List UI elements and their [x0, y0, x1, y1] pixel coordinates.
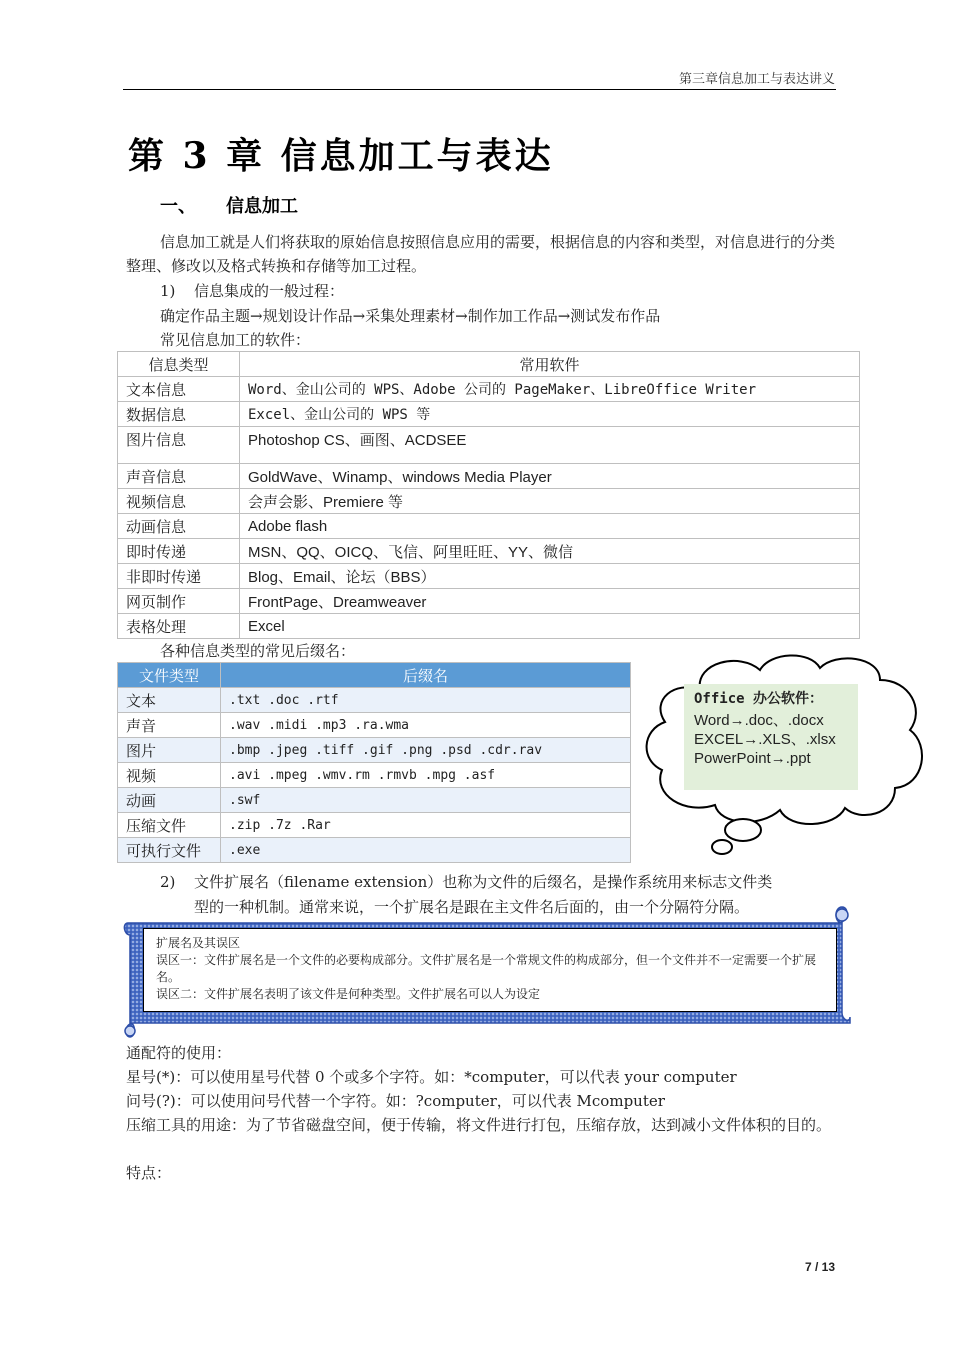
software-table: [117, 351, 860, 639]
software-cell: FrontPage、Dreamweaver: [240, 589, 860, 614]
table-row: [118, 377, 860, 402]
table-row: [118, 539, 860, 564]
extension-cell: .txt .doc .rtf: [221, 688, 631, 713]
table-row: [118, 614, 860, 639]
process-line: 确定作品主题→规划设计作品→采集处理素材→制作加工作品→测试发布作品: [160, 307, 661, 325]
software-cell: MSN、QQ、OICQ、飞信、阿里旺旺、YY、微信: [240, 539, 860, 564]
table-row: [118, 688, 631, 713]
table-row: [118, 763, 631, 788]
section-heading: [160, 192, 328, 218]
extension-cell: .avi .mpeg .wmv.rm .rmvb .mpg .asf: [221, 763, 631, 788]
table-row: [118, 564, 860, 589]
extension-myths-box: [143, 928, 837, 1012]
info-type-cell: 数据信息: [118, 402, 240, 427]
file-type-cell: 动画: [118, 788, 221, 813]
item2-line2: 型的一种机制。通常来说，一个扩展名是跟在主文件名后面的，由一个分隔符分隔。: [194, 898, 750, 916]
info-type-cell: 即时传递: [118, 539, 240, 564]
software-cell: Photoshop CS、画图、ACDSEE: [240, 427, 860, 464]
file-type-cell: 文本: [118, 688, 221, 713]
table-row: [118, 738, 631, 763]
info-type-cell: 图片信息: [118, 427, 240, 464]
table-row: [118, 788, 631, 813]
file-type-cell: 图片: [118, 738, 221, 763]
table-header-cell: 后缀名: [221, 663, 631, 688]
extension-cell: .exe: [221, 838, 631, 863]
extension-table: [117, 662, 631, 863]
info-type-cell: 声音信息: [118, 464, 240, 489]
info-type-cell: 表格处理: [118, 614, 240, 639]
myth-one: 误区一：文件扩展名是一个文件的必要构成部分。文件扩展名是一个常规文件的构成部分，但一个文件并不一定需要一个扩展名。: [156, 953, 817, 984]
item1-number: 1): [160, 282, 176, 300]
myth-two: 误区二：文件扩展名表明了该文件是何种类型。文件扩展名可以人为设定: [156, 987, 541, 1001]
item1-text: 信息集成的一般过程：: [194, 282, 345, 300]
page-number: 7 / 13: [804, 1260, 835, 1274]
software-cell: Word、金山公司的 WPS、Adobe 公司的 PageMaker、LibreOffice Writer: [240, 377, 860, 402]
extension-cell: .zip .7z .Rar: [221, 813, 631, 838]
table-header-cell: 信息类型: [118, 352, 240, 377]
file-type-cell: 压缩文件: [118, 813, 221, 838]
office-note-line: EXCEL→.XLS、.xlsx: [694, 731, 836, 748]
table-row: [118, 838, 631, 863]
extension-cell: .bmp .jpeg .tiff .gif .png .psd .cdr.rav: [221, 738, 631, 763]
table-row: [118, 489, 860, 514]
chapter-title: 第 3 章 信息加工与表达: [128, 135, 554, 177]
table-row: [118, 813, 631, 838]
compress-paragraph: 压缩工具的用途：为了节省磁盘空间，便于传输，将文件进行打包，压缩存放，达到减小文件体积的目的。: [126, 1116, 832, 1134]
info-type-cell: 视频信息: [118, 489, 240, 514]
software-cell: Excel、金山公司的 WPS 等: [240, 402, 860, 427]
info-type-cell: 动画信息: [118, 514, 240, 539]
table-header-cell: 文件类型: [118, 663, 221, 688]
table-row: [118, 464, 860, 489]
extension-cell: .swf: [221, 788, 631, 813]
info-type-cell: 网页制作: [118, 589, 240, 614]
office-note-line: Word→.doc、.docx: [694, 712, 824, 729]
table-row: [118, 589, 860, 614]
item1-line: [160, 280, 344, 301]
table-row: [118, 514, 860, 539]
file-type-cell: 视频: [118, 763, 221, 788]
intro-paragraph: 信息加工就是人们将获取的原始信息按照信息应用的需要，根据信息的内容和类型，对信息进行的分类整理、修改以及格式转换和存储等加工过程。: [126, 233, 836, 275]
table-row: [118, 402, 860, 427]
wildcard-star: 星号(*)：可以使用星号代替 0 个或多个字符。如：*computer，可以代表 your computer: [126, 1068, 737, 1086]
info-type-cell: 非即时传递: [118, 564, 240, 589]
software-intro: 常见信息加工的软件：: [160, 331, 311, 349]
table-row: [118, 427, 860, 464]
file-type-cell: 声音: [118, 713, 221, 738]
file-type-cell: 可执行文件: [118, 838, 221, 863]
myths-title: 扩展名及其误区: [156, 936, 241, 950]
table-header-row: [118, 663, 631, 688]
office-note-line: PowerPoint→.ppt: [694, 750, 811, 767]
wildcard-title: 通配符的使用：: [126, 1044, 232, 1062]
ext-intro: 各种信息类型的常见后缀名：: [160, 642, 356, 660]
office-note-title: Office 办公软件：: [694, 691, 824, 707]
info-type-cell: 文本信息: [118, 377, 240, 402]
wildcard-question: 问号(?)：可以使用问号代替一个字符。如：?computer，可以代表 Mcomputer: [126, 1092, 665, 1110]
software-cell: Adobe flash: [240, 514, 860, 539]
office-software-note: [684, 684, 858, 790]
features-label: 特点：: [126, 1164, 172, 1182]
table-header-cell: 常用软件: [240, 352, 860, 377]
table-row: [118, 713, 631, 738]
extension-cell: .wav .midi .mp3 .ra.wma: [221, 713, 631, 738]
software-cell: Excel: [240, 614, 860, 639]
item2-line1: 文件扩展名（filename extension）也称为文件的后缀名，是操作系统用来标志文件类: [194, 873, 773, 891]
header-rule: [123, 89, 836, 90]
item2-number: 2): [160, 873, 176, 891]
table-header-row: [118, 352, 860, 377]
software-cell: Blog、Email、论坛（BBS）: [240, 564, 860, 589]
running-header: 第三章信息加工与表达讲义: [678, 72, 835, 87]
software-cell: 会声会影、Premiere 等: [240, 489, 860, 514]
software-cell: GoldWave、Winamp、windows Media Player: [240, 464, 860, 489]
section-title: 信息加工: [226, 196, 298, 217]
section-number: 一、: [160, 196, 196, 217]
